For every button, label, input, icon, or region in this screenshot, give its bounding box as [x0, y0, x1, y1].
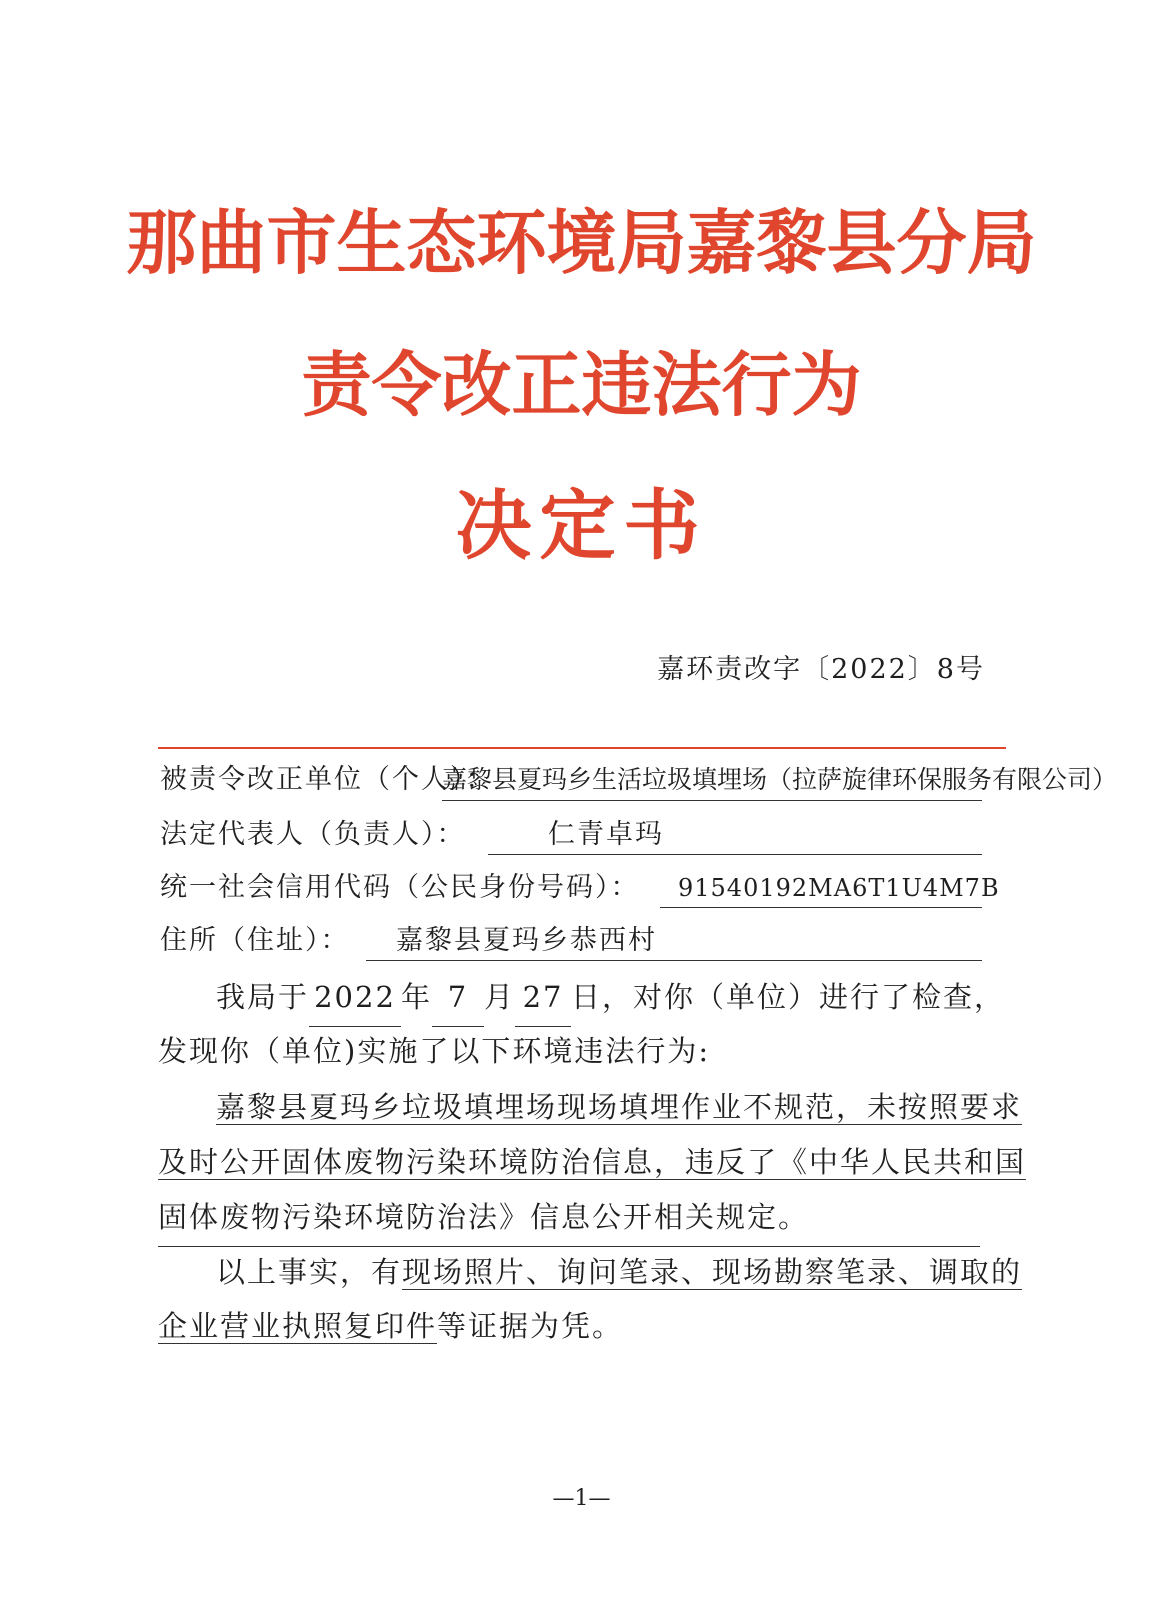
evidence-prefix: 以上事实，有 [216, 1255, 403, 1289]
red-divider [158, 747, 1006, 749]
inspection-day: 27 [515, 968, 571, 1027]
violation-line-3 [158, 1188, 1008, 1247]
unit-label: 被责令改正单位（个人）： [160, 764, 495, 795]
inspection-paragraph-line-2: 发现你（单位)实施了以下环境违法行为: [158, 1034, 711, 1068]
inspection-prefix: 我局于 [216, 980, 310, 1014]
evidence-line-1 [158, 1243, 1023, 1301]
inspection-month: 7 [432, 968, 484, 1027]
credit-code-label: 统一社会信用代码（公民身份号码）： [160, 872, 640, 903]
inspection-suffix: 日，对你（单位）进行了检查， [571, 980, 1006, 1014]
title-line-2: 责令改正违法行为 [301, 343, 862, 426]
unit-value: 嘉黎县夏玛乡生活垃圾填埋场（拉萨旋律环保服务有限公司） [442, 760, 982, 801]
evidence-underlined-2: 企业营业执照复印件 [158, 1309, 438, 1343]
evidence-underlined-1: 现场照片、询问笔录、现场勘察笔录、调取的 [402, 1255, 1023, 1289]
representative-label: 法定代表人（负责人）： [160, 819, 466, 850]
page-number: —1— [552, 1486, 611, 1511]
violation-text-3: 固体废物污染环境防治法》信息公开相关规定。 [158, 1188, 980, 1247]
violation-text-1: 嘉黎县夏玛乡垃圾填埋场现场填埋作业不规范，未按照要求 [216, 1090, 1023, 1124]
violation-text-2: 及时公开固体废物污染环境防治信息，违反了《中华人民共和国 [158, 1145, 1027, 1179]
representative-value: 仁青卓玛 [488, 815, 982, 855]
inspection-paragraph [158, 968, 1008, 1027]
title-line-1: 那曲市生态环境局嘉黎县分局 [126, 201, 1037, 284]
month-unit: 月 [484, 980, 516, 1014]
address-value: 嘉黎县夏玛乡恭西村 [366, 921, 982, 961]
title-line-3: 决定书 [455, 481, 708, 570]
inspection-year: 2022 [309, 968, 401, 1027]
violation-line-2 [158, 1133, 1027, 1191]
year-unit: 年 [401, 980, 433, 1014]
evidence-suffix: 等证据为凭。 [437, 1309, 624, 1343]
address-label: 住所（住址）： [160, 925, 350, 956]
violation-line-1 [158, 1078, 1023, 1136]
credit-code-value: 91540192MA6T1U4M7B [660, 868, 982, 908]
document-number: 嘉环责改字〔2022〕8号 [657, 654, 985, 685]
evidence-line-2 [158, 1297, 1008, 1355]
